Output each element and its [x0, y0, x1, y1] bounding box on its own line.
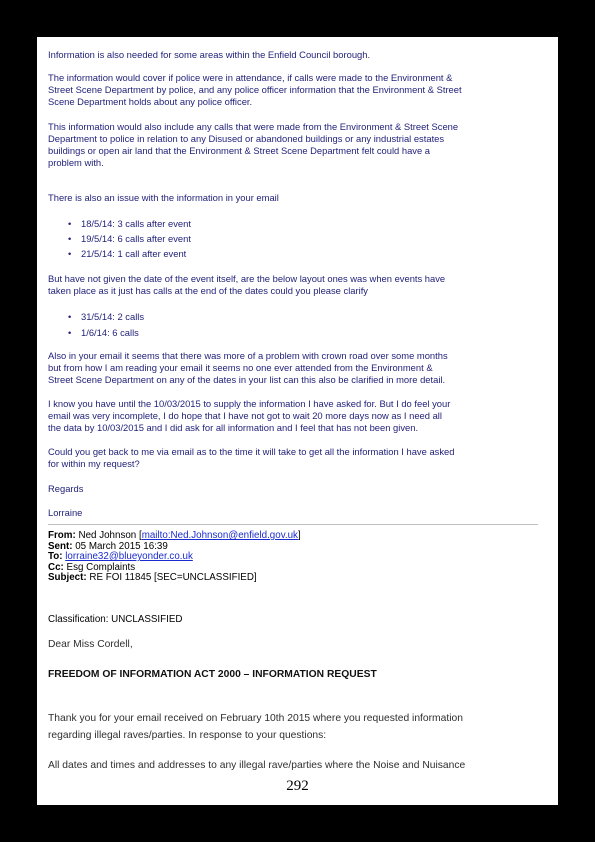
salutation-text: Dear Miss Cordell, [48, 639, 133, 650]
classification-text: Classification: UNCLASSIFIED [48, 614, 183, 625]
text-line: buildings or open air land that the Environment & Street Scene Department felt could have a [48, 144, 430, 156]
from-email-link[interactable]: mailto:Ned.Johnson@enfield.gov.uk [141, 530, 298, 541]
to-email-link[interactable]: lorraine32@blueyonder.co.uk [65, 551, 193, 563]
paragraph [48, 72, 544, 108]
text-line: Also in your email it seems that there was more of a problem with crown road over some months [48, 350, 448, 361]
from-label: From: [48, 530, 76, 541]
bracket: ] [297, 530, 301, 541]
signature-text: Lorraine [48, 507, 83, 518]
cc-value: Esg Complaints [66, 561, 136, 573]
text-line: taken place as it just has calls at the end of the dates could you please clarify [48, 284, 368, 296]
text-line: Thank you for your email received on February 10th 2015 where you requested information [48, 713, 463, 724]
paragraph [48, 273, 544, 297]
paragraph: All dates and times and addresses to any illegal rave/parties where the Noise and Nuisance [48, 760, 466, 771]
to-label: To: [48, 551, 63, 563]
from-value: Ned Johnson [ [78, 530, 142, 541]
list-item: • 31/5/14: 2 calls [48, 309, 544, 325]
list-item: • 19/5/14: 6 calls after event [48, 231, 544, 246]
cc-label: Cc: [48, 561, 64, 573]
list-item: • 21/5/14: 1 call after event [48, 246, 544, 261]
paragraph: Information is also needed for some areas within the Enfield Council borough. [48, 49, 371, 60]
text-line: I know you have until the 10/03/2015 to supply the information I have asked for. But I do feel your [48, 398, 451, 409]
subject-value: RE FOI 11845 [SEC=UNCLASSIFIED] [89, 572, 257, 584]
text-line: problem with. [48, 156, 104, 168]
paragraph: There is also an issue with the information in your email [48, 192, 279, 203]
text-line: email was very incomplete, I do hope that I have not got to wait 20 more days now as I need all [48, 409, 442, 421]
text-line: This information would also include any calls that were made from the Environment & Street Scene [48, 121, 459, 132]
text-line: Street Scene Department on any of the dates in your list can this also be clarified in more detail. [48, 373, 446, 385]
text-line: for within my request? [48, 457, 140, 469]
email-header [48, 531, 544, 584]
subject-line [48, 573, 544, 584]
text-line: The information would cover if police were in attendance, if calls were made to the Environment & [48, 72, 453, 83]
subject-label: Subject: [48, 572, 87, 584]
divider [48, 524, 538, 525]
text-line: But have not given the date of the event itself, are the below layout ones was when events have [48, 273, 446, 284]
text-line: Department to police in relation to any Disused or abandoned buildings or any industrial estates [48, 132, 445, 144]
paragraph [48, 398, 544, 434]
page-number: 292 [286, 778, 309, 794]
reply-heading: FREEDOM OF INFORMATION ACT 2000 – INFORMATION REQUEST [48, 669, 377, 680]
paragraph [48, 350, 544, 386]
text-line: Scene Department holds about any police officer. [48, 95, 253, 107]
text-line: Could you get back to me via email as to the time it will take to get all the information I have asked [48, 446, 455, 457]
sent-label: Sent: [48, 540, 73, 552]
paragraph [48, 446, 544, 470]
text-line: but from how I am reading your email it seems no one ever attended from the Environment & [48, 361, 433, 373]
regards-text: Regards [48, 483, 84, 494]
text-line: the data by 10/03/2015 and I did ask for all information and I feel that has not been given. [48, 421, 419, 433]
paragraph [48, 121, 544, 169]
bullet-list [48, 216, 544, 261]
paragraph [48, 711, 544, 744]
list-item: • 1/6/14: 6 calls [48, 325, 544, 341]
bullet-list [48, 309, 544, 340]
document-page [37, 37, 558, 805]
text-line: Street Scene Department by police, and any police officer information that the Environment & Street [48, 83, 462, 95]
text-line: regarding illegal raves/parties. In response to your questions: [48, 729, 327, 741]
list-item: • 18/5/14: 3 calls after event [48, 216, 544, 231]
sent-value: 05 March 2015 16:39 [75, 540, 168, 552]
